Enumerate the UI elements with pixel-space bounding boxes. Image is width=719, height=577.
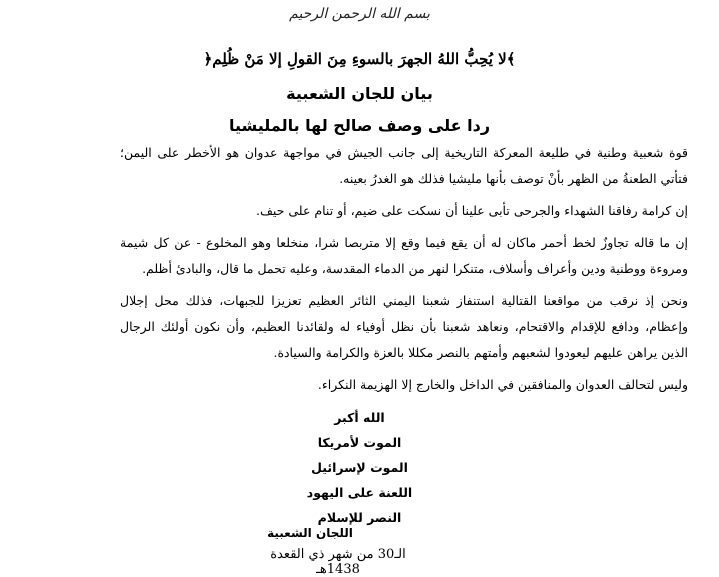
slogan-line: اللعنة على اليهود [306, 485, 413, 500]
paragraph: وليس لتحالف العدوان والمنافقين في الداخل والخارج إلا الهزيمة النكراء. [317, 377, 688, 392]
issue-date: الـ30 من شهر ذي القعدة 1438هـ [270, 547, 406, 577]
paragraph: إن ما قاله تجاوزٌ لخط أحمر ماكان له أن يقع فيما وقع إلا متربصا شرا، منخلعا وهو المخلوع - عن كل شيمة ومروءة ووطنية ودين وأعراف وأسلاف، متنكرا لنهر من الدماء المقدسة، وعليه تحمل ما قال، والبادئ أظلم. [120, 235, 688, 276]
statement-subtitle: ردا على وصف صالح لها بالمليشيا [228, 116, 491, 135]
paragraph: ونحن إذ نرقب من مواقعنا القتالية استنفاز شعبنا اليمني الثائر العظيم تعزيزا للجبهات، فذلك محل إجلال وإعظام، ودافع للإقدام والاقتحام، ونعاهد شعبنا بأن نظل أوفياء له ولقائدنا العظيم، وأن نكون أولئك الرجال الذين يراهن عليهم ليعودوا لشعبهم وأمتهم بالنصر مكللا بالعزة والكرامة والسيادة. [120, 293, 688, 360]
slogan-line: الموت لإسرائيل [311, 460, 408, 475]
basmala-header: بسم الله الرحمن الرحيم [289, 6, 430, 22]
paragraph: قوة شعبية وطنية في طليعة المعركة التاريخية إلى جانب الجيش في مواجهة عدوان هو الأخطر على اليمن؛ فتأتي الطعنةُ من الظهر بأنْ توصف بأنها مليشيا فذلك هو الغدرُ بعينه. [120, 145, 688, 186]
paragraph: إن كرامة رفاقنا الشهداء والجرحى تأبى علينا أن نسكت على ضيم، أو تنام على حيف. [256, 203, 688, 218]
statement-body [120, 140, 688, 402]
slogan-line: الموت لأمريكا [317, 435, 402, 450]
slogans-block [0, 405, 719, 530]
signature: اللجان الشعبية [267, 526, 353, 540]
slogan-line: الله أكبر [334, 410, 385, 425]
statement-title: بيان للجان الشعبية [286, 84, 433, 103]
quran-verse: ﴿لا يُحِبُّ اللهُ الجهرَ بالسوءِ مِنَ القولِ إلا مَنْ ظُلِم﴾ [203, 50, 516, 68]
slogan-line: النصر للإسلام [317, 510, 402, 525]
